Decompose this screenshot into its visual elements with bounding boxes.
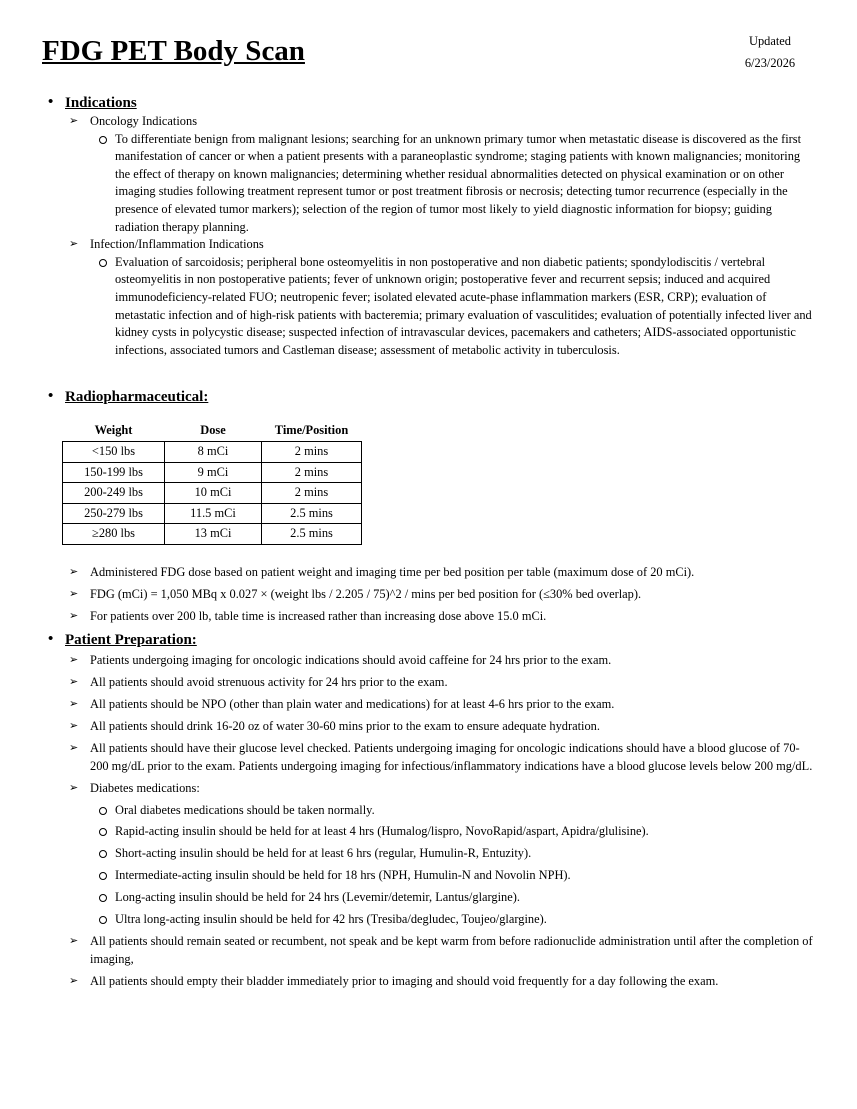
oncology-indications-label: ➢ Oncology Indications [48,113,818,131]
bullet-icon: • [48,94,54,110]
arrow-bullet-icon: ➢ [69,115,79,127]
list-item: ➢ All patients should be NPO (other than plain water and medications) for at least 4-6 hrs prior to the exam. [48,696,818,714]
dose-table-header-row [63,421,362,442]
column-header-dose: Dose [200,423,226,438]
updated-date: 6/23/2026 [744,56,796,70]
radiopharmaceutical-section [48,387,818,407]
circle-bullet-icon [99,136,107,144]
list-item: Ultra long-acting insulin should be held for 42 hrs (Tresiba/degludec, Toujeo/glargine). [48,911,818,929]
table-row [63,524,362,545]
bullet-icon: • [48,388,54,404]
list-item: ➢ All patients should empty their bladder immediately prior to imaging and should void frequently for a day following the exam. [48,973,818,991]
dose-cell: 11.5 mCi [165,503,262,524]
radiopharmaceutical-notes [48,564,818,626]
patient-preparation-section [48,630,818,991]
circle-bullet-icon [99,872,107,880]
time-cell: 2 mins [262,442,362,463]
updated-stamp [720,30,820,74]
arrow-bullet-icon: ➢ [69,675,79,688]
list-item: Intermediate-acting insulin should be held for 18 hrs (NPH, Humulin-N and Novolin NPH). [48,867,818,885]
arrow-bullet-icon: ➢ [69,238,79,251]
document-title: FDG PET Body Scan [42,35,305,67]
indications-heading: • Indications [48,94,137,111]
list-item: ➢ All patients should remain seated or recumbent, not speak and be kept warm from before radionuclide administration until after the completion of imaging, [69,934,813,966]
time-cell: 2.5 mins [262,524,362,545]
time-cell: 2 mins [262,462,362,483]
weight-cell: 200-249 lbs [63,483,165,504]
circle-bullet-icon [99,894,107,902]
updated-label: Updated [749,34,791,48]
dose-cell: 13 mCi [165,524,262,545]
circle-bullet-icon [99,828,107,836]
indications-section [48,93,818,359]
weight-cell: 250-279 lbs [63,503,165,524]
time-cell: 2.5 mins [262,503,362,524]
list-item: ➢ Patients undergoing imaging for oncologic indications should avoid caffeine for 24 hrs prior to the exam. [48,652,818,670]
table-row [63,462,362,483]
arrow-bullet-icon: ➢ [69,654,79,666]
arrow-bullet-icon: ➢ [69,609,79,622]
arrow-bullet-icon: ➢ [69,697,79,710]
list-item: ➢ All patients should avoid strenuous activity for 24 hrs prior to the exam. [48,674,818,692]
patient-preparation-heading: • Patient Preparation: [48,631,197,648]
table-time-note: ➢ For patients over 200 lb, table time is increased rather than increasing dose above 15.0 mCi. [48,608,818,626]
dose-formula-note: ➢ FDG (mCi) = 1,050 MBq x 0.027 × (weight lbs / 2.205 / 75)^2 / mins per bed position for (≤30% bed overlap). [48,586,818,604]
circle-bullet-icon [99,850,107,858]
circle-bullet-icon [99,259,107,267]
table-row [63,503,362,524]
dose-cell: 8 mCi [165,442,262,463]
column-header-weight: Weight [94,423,133,438]
arrow-bullet-icon: ➢ [69,566,79,578]
infection-indications-text: Evaluation of sarcoidosis; peripheral bone osteomyelitis in non postoperative and non diabetic patients; spondylodiscitis / vertebral osteomyelitis in non postoperative patients; fever of unknown origin; postoperative fever and recurrent sepsis; induced and acquired immunodeficiency-related FUO; neutropenic fever; isolated elevated acute-phase inflammation markers (ESR, CRP); evaluation of metastatic infection and of high-risk patients with bacteremia; primary evaluation of vasculitides; evaluation of potentially infected liver and kidney cysts in polycystic disease; suspected infection of intravascular devices, pacemakers and catheters; AIDS-associated opportunistic infections, associated tumors and Castleman disease; assessment of metabolic activity in tuberculosis. [48,254,818,360]
radiopharmaceutical-heading: • Radiopharmaceutical: [48,388,209,405]
list-item: ➢ All patients should drink 16-20 oz of water 30-60 mins prior to the exam to ensure adequate hydration. [48,718,818,736]
arrow-bullet-icon: ➢ [69,935,79,948]
list-item: Rapid-acting insulin should be held for at least 4 hrs (Humalog/lispro, NovoRapid/aspart, Apidra/glulisine). [48,823,818,841]
weight-cell: <150 lbs [63,442,165,463]
dose-cell: 10 mCi [165,483,262,504]
oncology-indications-text: To differentiate benign from malignant lesions; searching for an unknown primary tumor when metastatic disease is discovered as the first manifestation of cancer or when a patient presents with a paraneoplastic syndrome; staging patients with known malignancies; monitoring the effect of therapy on known malignancies; determining whether residual abnormalities detected on physical examination or on other imaging studies following treatment represent tumor or post treatment fibrosis or necrosis; detecting tumor recurrence (especially in the presence of elevated tumor markers); selection of the region of tumor most likely to yield diagnostic information for biopsy; guiding radiation therapy planning. [48,131,818,237]
weight-cell: ≥280 lbs [63,524,165,545]
table-row [63,483,362,504]
weight-cell: 150-199 lbs [63,462,165,483]
list-item: ➢ All patients should have their glucose level checked. Patients undergoing imaging for oncologic indications should have a blood glucose of 70-200 mg/dL prior to the exam. Patients undergoing imaging for infectious/inflammatory indications have a blood glucose levels below 200 mg/dL. [69,740,813,773]
arrow-bullet-icon: ➢ [69,741,79,754]
table-row [63,442,362,463]
dose-cell: 9 mCi [165,462,262,483]
arrow-bullet-icon: ➢ [69,719,79,732]
bullet-icon: • [48,631,54,647]
list-item: Long-acting insulin should be held for 24 hrs (Levemir/detemir, Lantus/glargine). [48,889,818,907]
diabetes-medications-label: ➢ Diabetes medications: [48,780,818,798]
arrow-bullet-icon: ➢ [69,974,79,987]
list-item: Oral diabetes medications should be taken normally. [48,802,818,820]
infection-indications-label: ➢ Infection/Inflammation Indications [48,236,818,254]
list-item: Short-acting insulin should be held for at least 6 hrs (regular, Humulin-R, Entuzity). [48,845,818,863]
arrow-bullet-icon: ➢ [69,587,79,600]
circle-bullet-icon [99,916,107,924]
arrow-bullet-icon: ➢ [69,781,79,794]
dose-note: ➢ Administered FDG dose based on patient weight and imaging time per bed position per table (maximum dose of 20 mCi). [48,564,818,582]
circle-bullet-icon [99,807,107,815]
time-cell: 2 mins [262,483,362,504]
column-header-time-position: Time/Position [274,423,349,438]
dose-table [62,421,362,545]
